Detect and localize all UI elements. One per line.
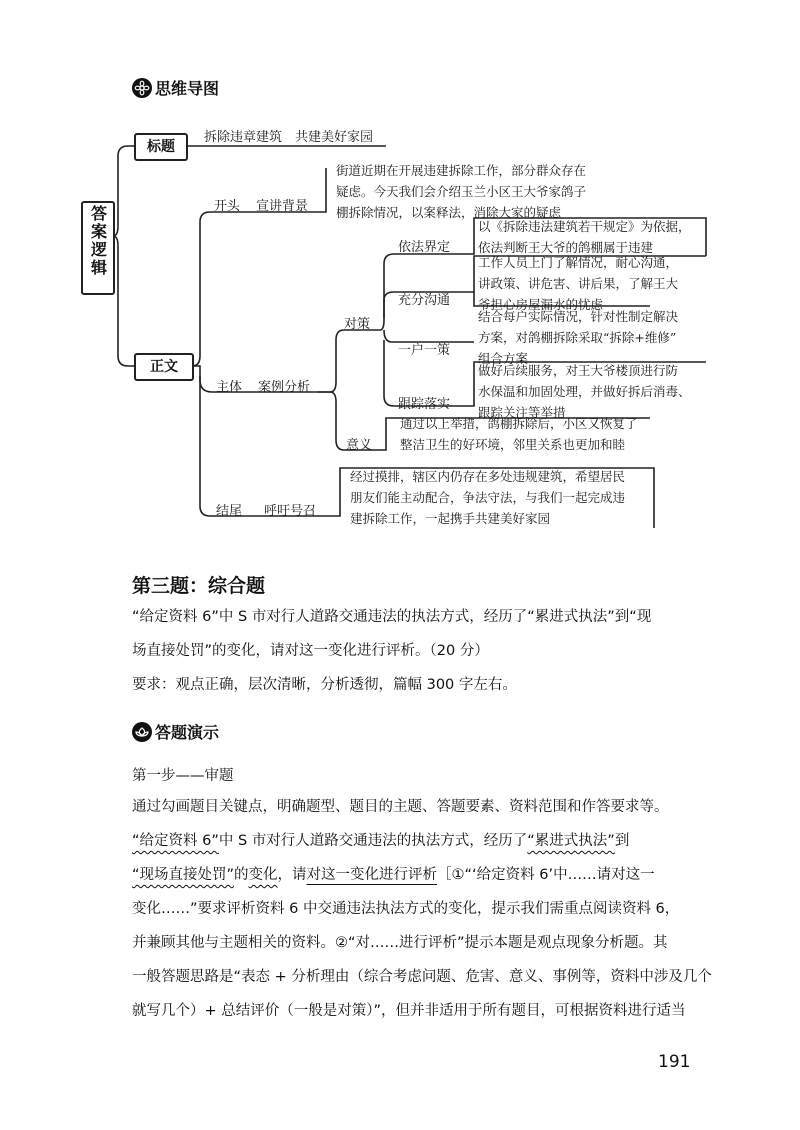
cm-item-label: 跟踪落实 [398,397,451,412]
question-title: 第三题：综合题 [132,575,266,597]
opening-label: 开头 [214,199,241,214]
title-node-label: 标题 [147,139,175,155]
significance-text [400,413,638,455]
opening-line: 疑虑。今天我们会介绍玉兰小区王大爷家鸽子 [336,184,587,199]
opening-text [336,160,586,223]
cm-line: 方案，对鸽棚拆除采取“拆除+维修” [478,330,677,345]
lotus-icon [132,722,152,742]
answer-line: 变化……”要求评析资料 6 中交通违法执法方式的变化，提示我们需重点阅读资料 6， [132,901,680,917]
ending-line: 经过摸排，辖区内仍存在多处违规建筑，希望居民 [350,469,626,484]
answer-intro: 通过勾画题目关键点，明确题型、题目的主题、答题要素、资料范围和作答要求等。 [132,799,669,815]
marked-phrase: “现场直接处罚” [132,867,235,883]
answer-line-2 [132,858,712,892]
ending-sub: 呼吁号召 [264,504,317,519]
cm-line: 跟踪关注等举措 [478,405,566,420]
marked-phrase: “给定资料 6” [132,833,219,849]
mindmap-root-node [81,201,115,295]
ending-text [350,466,625,529]
answer-line-1 [132,824,712,858]
sig-line: 通过以上举措，鸽棚拆除后，小区又恢复了 [400,416,638,431]
mindmap-heading-text: 思维导图 [155,79,220,98]
cm-line: 以《拆除违法建筑若干规定》为依据， [478,219,691,234]
cm-item-label: 依法界定 [398,240,451,255]
cm-item-label: 充分沟通 [398,293,451,308]
cm-line: 爷担心房屋漏水的忧虑 [478,297,604,312]
cm-line: 做好后续服务，对王大爷楼顶进行防 [478,363,679,378]
question-requirement: 要求：观点正确，层次清晰，分析透彻，篇幅 300 字左右。 [132,677,517,693]
answer-line: 一般答题思路是“表态 + 分析理由（综合考虑问题、危害、意义、事例等，资料中涉及几个 [132,969,712,985]
ending-line: 建拆除工作，一起携手共建美好家园 [350,511,551,526]
cm-line: 组合方案 [478,351,529,366]
cm-line: 水保温和加固处理，并做好拆后消毒、 [478,384,691,399]
ending-label: 结尾 [216,504,243,519]
sig-line: 整洁卫生的好环境，邻里关系也更加和睦 [400,437,626,452]
cm-item-label: 一户一策 [398,343,451,358]
mindmap-title-node [134,133,188,161]
opening-line: 街道近期在开展违建拆除工作，部分群众存在 [336,163,587,178]
plain-text: ，请 [277,867,307,883]
answer-body [132,790,712,1028]
page-number: 191 [658,1052,691,1072]
plain-text: 到 [614,833,630,849]
answer-line: 就写几个）+ 总结评价（一般是对策）”，但并非适用于所有题目，可根据资料进行适当 [132,1003,686,1019]
answer-heading-text: 答题演示 [155,723,220,742]
body-node-label: 正文 [150,359,178,375]
answer-line: 并兼顾其他与主题相关的资料。②“对……进行评析”提示本题是观点现象分析题。其 [132,935,668,951]
plain-text: ［①“‘给定资料 6’中……请对这一 [437,867,655,883]
plain-text: 的 [234,867,249,883]
cm-line: 讲政策、讲危害、讲后果，了解王大 [478,276,679,291]
opening-line: 棚拆除情况，以案释法，消除大家的疑虑 [336,205,562,220]
marked-phrase: “累进式执法” [527,833,615,849]
ending-line: 朋友们能主动配合，争法守法，与我们一起完成违 [350,490,626,505]
answer-step: 第一步——审题 [132,768,234,784]
title-node-text: 拆除违章建筑 共建美好家园 [204,130,374,145]
cm-line: 依法判断王大爷的鸽棚属于违建 [478,240,654,255]
question-line: “给定资料 6”中 S 市对行人道路交通违法的执法方式，经历了“累进式执法”到“现 [132,609,652,625]
main-sub: 案例分析 [258,380,311,395]
marked-phrase: 对这一变化进行评析 [306,867,438,883]
marked-phrase: 变化 [248,867,278,883]
countermeasures-label: 对策 [344,317,371,332]
question-text [132,600,651,702]
opening-sub: 宣讲背景 [256,199,309,214]
mindmap-root-label: 答案逻辑 [88,205,108,277]
plain-text: 中 S 市对行人道路交通违法的执法方式，经历了 [218,833,528,849]
answer-heading [132,720,219,744]
mindmap-body-node [134,353,194,381]
cm-line: 结合每户实际情况，针对性制定解决 [478,309,679,324]
cm-line: 工作人员上门了解情况，耐心沟通， [478,255,679,270]
main-label: 主体 [216,380,243,395]
question-line: 场直接处罚”的变化，请对这一变化进行评析。（20 分） [132,643,489,659]
significance-label: 意义 [346,438,373,453]
